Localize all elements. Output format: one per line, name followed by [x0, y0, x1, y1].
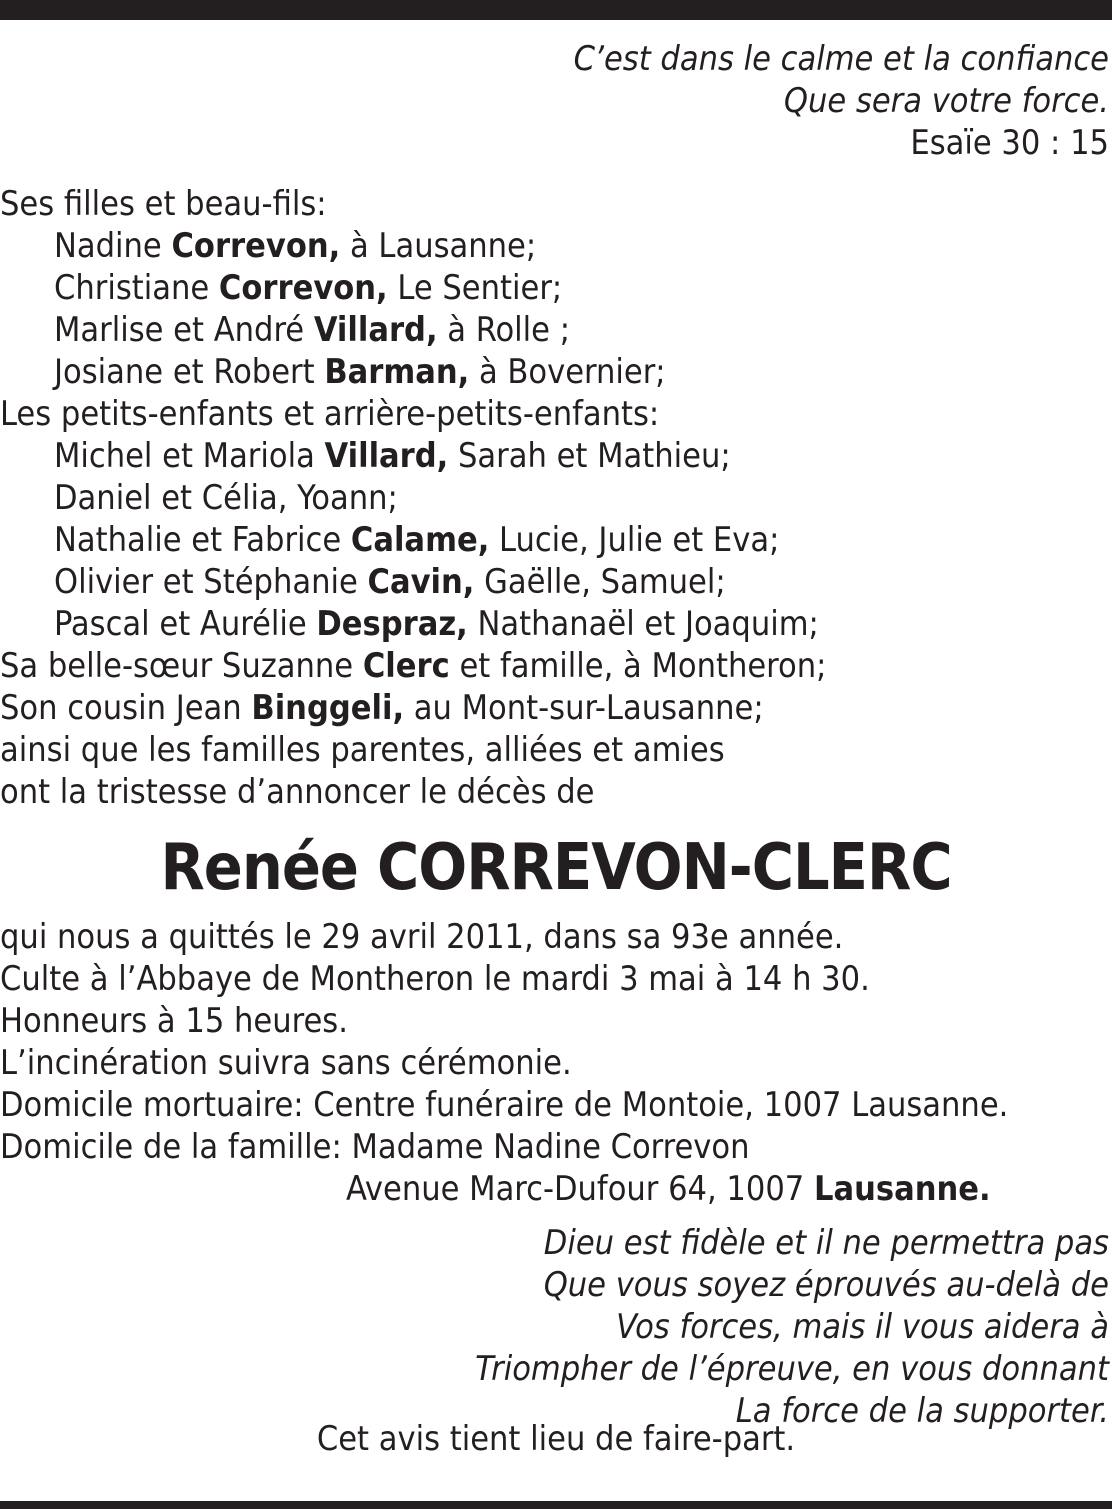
- info-line: Domicile de la famille: Madame Nadine Correvon: [0, 1127, 750, 1167]
- verse-line: Vos forces, mais il vous aidera à: [616, 1307, 1109, 1347]
- family-entry: Sa belle-sœur Suzanne Clerc et famille, à Montheron;: [0, 646, 827, 686]
- family-entry: ainsi que les familles parentes, alliées et amies: [0, 730, 725, 770]
- family-address: Avenue Marc-Dufour 64, 1007 Lausanne.: [346, 1169, 991, 1209]
- family-entry: Josiane et Robert Barman, à Bovernier;: [54, 352, 666, 392]
- family-list: [0, 183, 826, 813]
- verse-line: Que sera votre force.: [783, 81, 1109, 121]
- announcement-line: ont la tristesse d’annoncer le décès de: [0, 772, 595, 812]
- deceased-name: Renée CORREVON-CLERC: [160, 831, 952, 905]
- info-line: Honneurs à 15 heures.: [0, 1001, 348, 1041]
- info-line: Domicile mortuaire: Centre funéraire de Montoie, 1007 Lausanne.: [0, 1085, 1009, 1125]
- family-entry: Son cousin Jean Binggeli, au Mont-sur-Lausanne;: [0, 688, 764, 728]
- family-entry: Pascal et Aurélie Despraz, Nathanaël et Joaquim;: [54, 604, 819, 644]
- grandchildren-heading: Les petits-enfants et arrière-petits-enfants:: [0, 394, 660, 434]
- info-line: qui nous a quittés le 29 avril 2011, dans sa 93e année.: [0, 917, 844, 957]
- family-entry: Christiane Correvon, Le Sentier;: [54, 268, 563, 308]
- verse-line: La force de la supporter.: [735, 1391, 1109, 1431]
- bottom-rule: [0, 1501, 1112, 1509]
- service-info: [0, 916, 1008, 1210]
- closing-note: Cet avis tient lieu de faire-part.: [316, 1419, 796, 1459]
- family-entry: Marlise et André Villard, à Rolle ;: [54, 310, 571, 350]
- family-entry: Nadine Correvon, à Lausanne;: [54, 226, 537, 266]
- verse-line: Que vous soyez éprouvés au-delà de: [543, 1265, 1109, 1305]
- verse-line: Triompher de l’épreuve, en vous donnant: [475, 1349, 1109, 1389]
- family-entry: Nathalie et Fabrice Calame, Lucie, Julie et Eva;: [54, 520, 780, 560]
- family-entry: Olivier et Stéphanie Cavin, Gaëlle, Samuel;: [54, 562, 726, 602]
- verse-line: C’est dans le calme et la confiance: [573, 39, 1109, 79]
- info-line: Culte à l’Abbaye de Montheron le mardi 3 mai à 14 h 30.: [0, 959, 870, 999]
- opening-verse: [409, 38, 1109, 164]
- verse-reference: Esaïe 30 : 15: [910, 123, 1109, 163]
- daughters-heading: Ses filles et beau-fils:: [0, 184, 327, 224]
- closing-verse: [409, 1222, 1109, 1432]
- top-rule: [0, 0, 1112, 20]
- family-entry: Michel et Mariola Villard, Sarah et Mathieu;: [54, 436, 731, 476]
- info-line: L’incinération suivra sans cérémonie.: [0, 1043, 572, 1083]
- family-entry: Daniel et Célia, Yoann;: [54, 478, 398, 518]
- verse-line: Dieu est fidèle et il ne permettra pas: [543, 1223, 1109, 1263]
